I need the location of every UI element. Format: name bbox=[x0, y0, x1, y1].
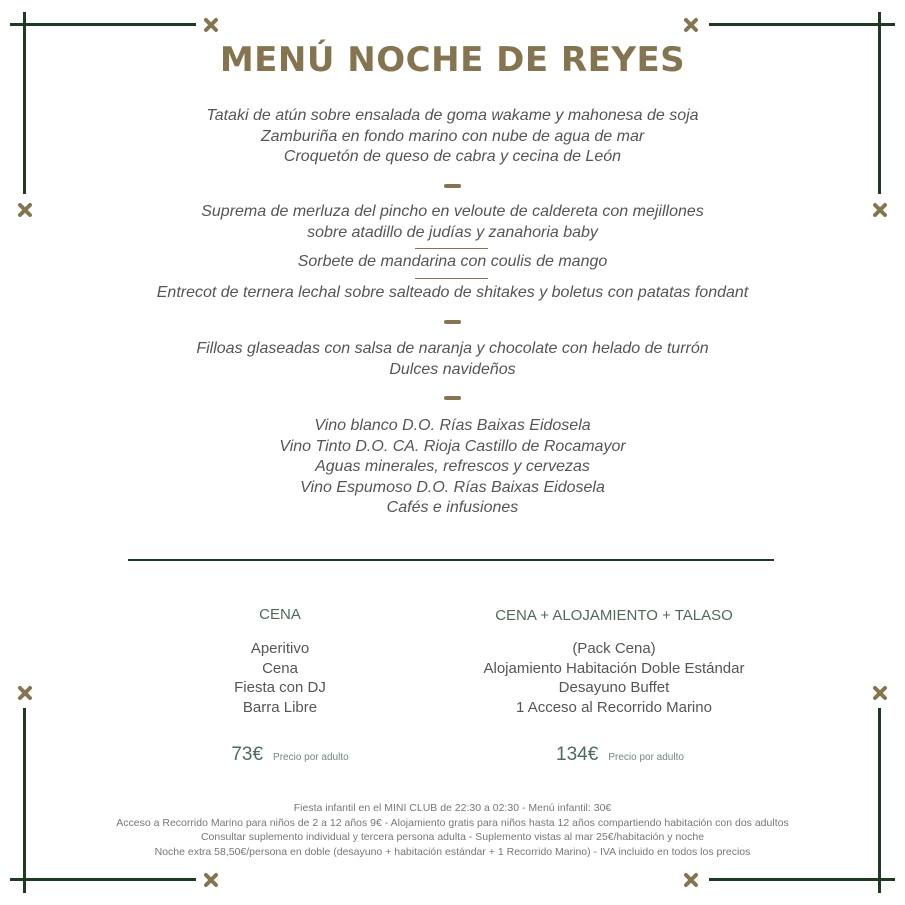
price: 73€ bbox=[231, 744, 264, 765]
drinks-section bbox=[0, 416, 905, 519]
fish-section bbox=[0, 202, 905, 243]
cross-icon bbox=[872, 685, 888, 701]
footnotes bbox=[0, 801, 905, 859]
menu-item: Sorbete de mandarina con coulis de mango bbox=[297, 253, 608, 270]
package-full-price-row bbox=[490, 744, 750, 766]
package-full-title: CENA + ALOJAMIENTO + TALASO bbox=[495, 607, 733, 624]
package-item: 1 Acceso al Recorrido Marino bbox=[516, 698, 712, 716]
sorbet-top-line bbox=[415, 248, 488, 249]
menu-item: sobre atadillo de judías y zanahoria baby bbox=[307, 223, 598, 241]
meat-section bbox=[0, 283, 905, 304]
frame-bottom-left-horizontal bbox=[10, 878, 196, 881]
price-note: Precio por adulto bbox=[608, 752, 684, 763]
footnote: Noche extra 58,50€/persona en doble (desayuno + habitación estándar + 1 Recorrido Marino) - IVA incluido en todos los precios bbox=[154, 845, 751, 858]
drink-item: Cafés e infusiones bbox=[386, 499, 519, 516]
section-separator bbox=[444, 184, 461, 188]
menu-item: Dulces navideños bbox=[389, 360, 516, 378]
package-item: Desayuno Buffet bbox=[558, 679, 670, 696]
menu-item: Suprema de merluza del pincho en veloute de caldereta con mejillones bbox=[201, 203, 704, 220]
package-full-items bbox=[454, 639, 774, 717]
starters-section bbox=[0, 106, 905, 168]
menu-item: Croquetón de queso de cabra y cecina de León bbox=[283, 148, 622, 165]
drink-item: Vino blanco D.O. Rías Baixas Eidosela bbox=[314, 417, 591, 434]
package-cena-title: CENA bbox=[259, 606, 301, 623]
price-note: Precio por adulto bbox=[273, 752, 349, 763]
package-item: (Pack Cena) bbox=[572, 640, 656, 657]
drink-item: Vino Espumoso D.O. Rías Baixas Eidosela bbox=[300, 478, 605, 496]
page-title: MENÚ NOCHE DE REYES bbox=[219, 40, 686, 80]
package-item: Barra Libre bbox=[242, 698, 318, 716]
cross-icon bbox=[203, 872, 219, 888]
package-item: Alojamiento Habitación Doble Estándar bbox=[483, 659, 745, 677]
menu-item: Entrecot de ternera lechal sobre salteado de shitakes y boletus con patatas fondant bbox=[156, 284, 749, 301]
menu-item: Zamburiña en fondo marino con nube de agua de mar bbox=[260, 127, 645, 145]
drink-item: Vino Tinto D.O. CA. Rioja Castillo de Rocamayor bbox=[279, 437, 626, 455]
footnote: Consultar suplemento individual y tercera persona adulta - Suplemento vistas al mar 25€/habitación y noche bbox=[200, 831, 705, 843]
footnote: Fiesta infantil en el MINI CLUB de 22:30 a 02:30 - Menú infantil: 30€ bbox=[293, 802, 612, 814]
package-item: Aperitivo bbox=[250, 640, 310, 657]
cross-icon bbox=[17, 685, 33, 701]
frame-bottom-right-horizontal bbox=[709, 878, 895, 881]
price: 134€ bbox=[556, 744, 599, 765]
package-cena-price-row bbox=[160, 744, 420, 766]
drink-item: Aguas minerales, refrescos y cervezas bbox=[315, 458, 590, 475]
package-cena-items bbox=[180, 639, 380, 717]
frame-top-right-horizontal bbox=[709, 23, 895, 26]
cross-icon bbox=[203, 17, 219, 33]
section-separator bbox=[444, 396, 461, 400]
frame-top-left-horizontal bbox=[10, 23, 196, 26]
menu-item: Tataki de atún sobre ensalada de goma wakame y mahonesa de soja bbox=[206, 107, 699, 124]
package-item: Cena bbox=[262, 659, 298, 677]
menu-item: Filloas glaseadas con salsa de naranja y chocolate con helado de turrón bbox=[196, 340, 709, 357]
package-item: Fiesta con DJ bbox=[234, 679, 326, 696]
section-separator bbox=[444, 320, 461, 324]
sorbet-section bbox=[0, 252, 905, 273]
cross-icon bbox=[683, 17, 699, 33]
section-divider bbox=[128, 559, 774, 561]
footnote: Acceso a Recorrido Marino para niños de 2 a 12 años 9€ - Alojamiento gratis para niños hasta 12 años compartiendo habitación con dos adultos bbox=[116, 816, 789, 829]
desserts-section bbox=[0, 339, 905, 380]
sorbet-bottom-line bbox=[415, 278, 488, 279]
cross-icon bbox=[683, 872, 699, 888]
